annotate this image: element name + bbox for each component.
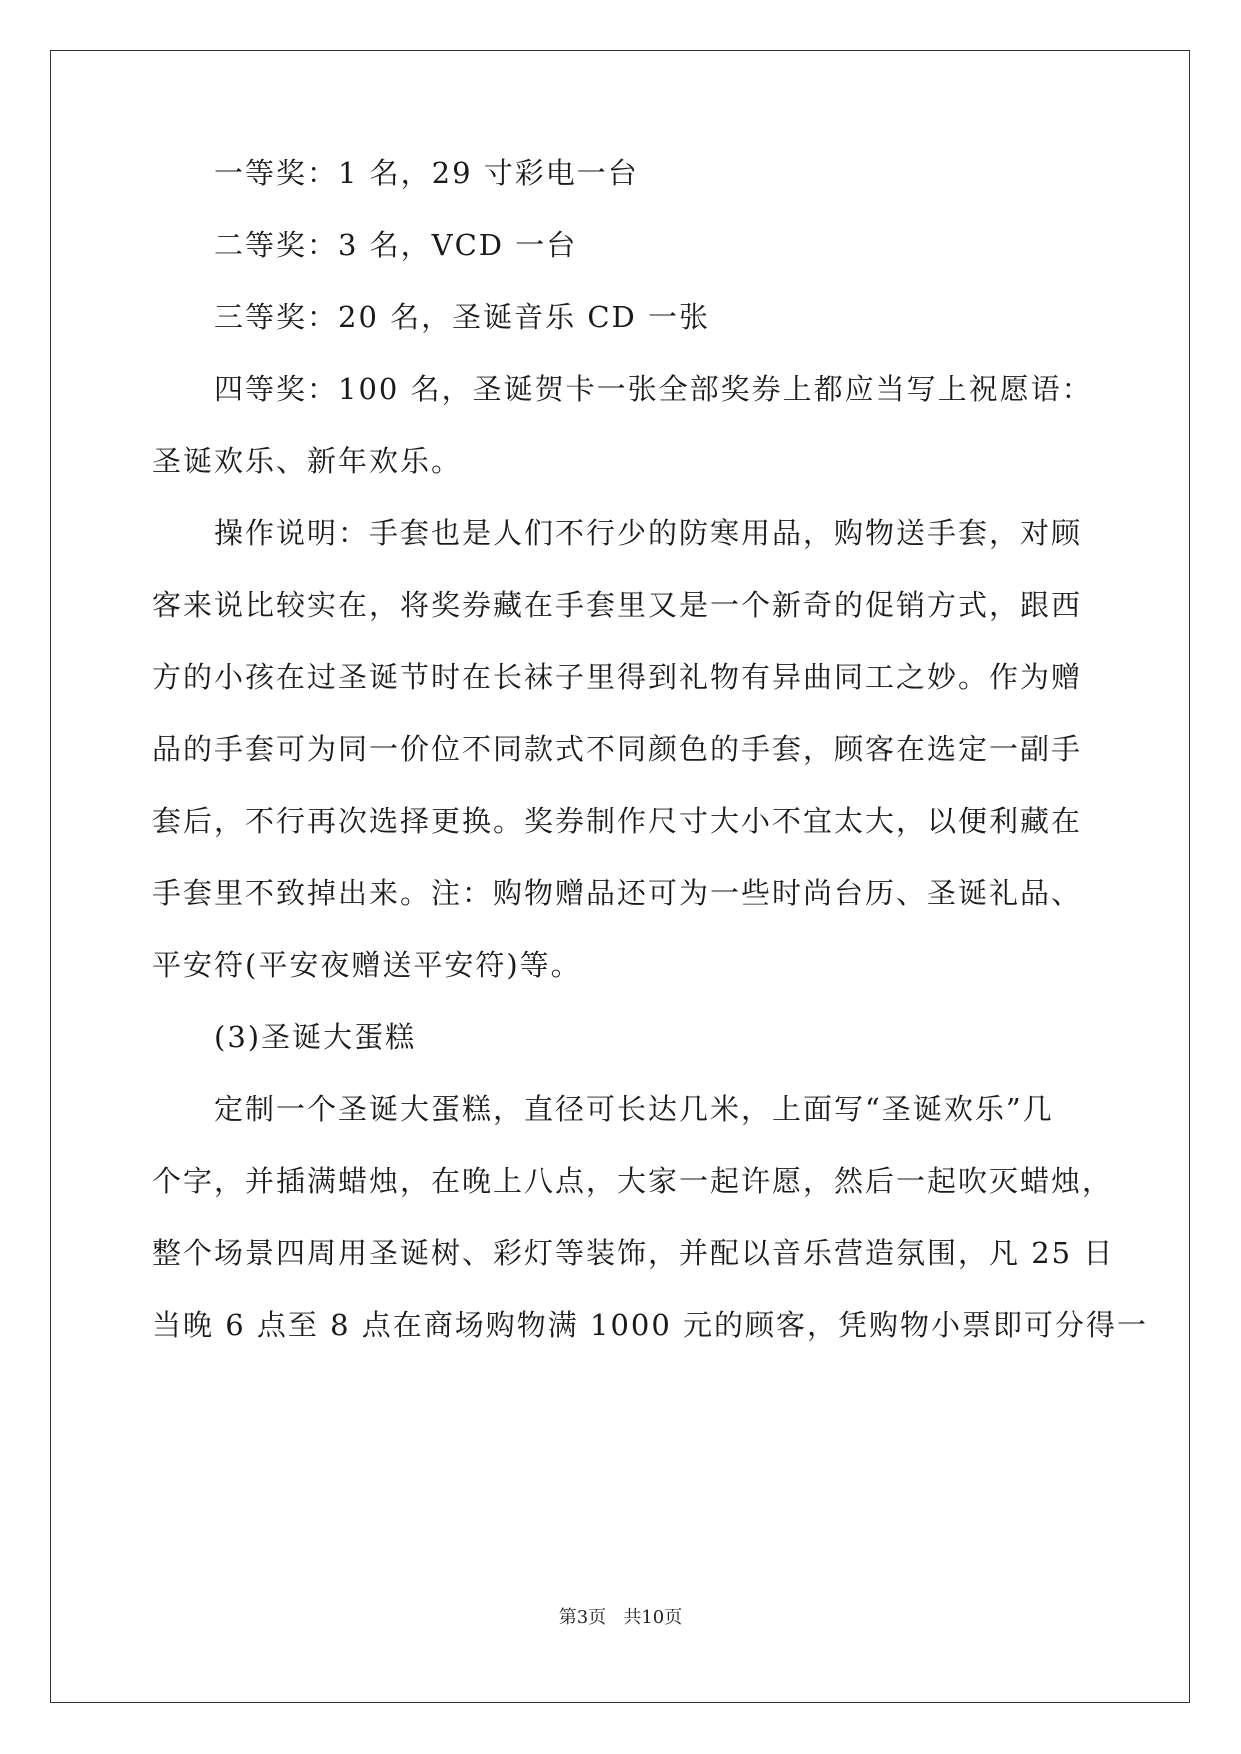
text-line: 手套里不致掉出来。注：购物赠品还可为一些时尚台历、圣诞礼品、 [152,876,1083,910]
text-line: 当晚 6 点至 8 点在商场购物满 1000 元的顾客，凭购物小票即可分得一 [152,1308,1149,1342]
text-line: 个字，并插满蜡烛，在晚上八点，大家一起许愿，然后一起吹灭蜡烛， [152,1164,1114,1198]
text-line: 品的手套可为同一价位不同款式不同颜色的手套，顾客在选定一副手 [152,732,1083,766]
page-footer [0,1606,1241,1630]
text-line-prize-2: 二等奖：3 名，VCD 一台 [214,228,578,262]
page-number: 第3页 [558,1607,607,1628]
text-line-prize-3: 三等奖：20 名，圣诞音乐 CD 一张 [214,300,710,334]
text-line: 平安符(平安夜赠送平安符)等。 [152,948,582,982]
page-total: 共10页 [623,1607,683,1628]
text-line-prize-1: 一等奖：1 名，29 寸彩电一台 [214,156,639,190]
text-line: 客来说比较实在，将奖券藏在手套里又是一个新奇的促销方式，跟西 [152,588,1083,622]
text-line: 套后，不行再次选择更换。奖券制作尺寸大小不宜太大，以便利藏在 [152,804,1083,838]
text-line: 整个场景四周用圣诞树、彩灯等装饰，并配以音乐营造氛围，凡 25 日 [152,1236,1115,1270]
text-line-instructions: 操作说明：手套也是人们不行少的防寒用品，购物送手套，对顾 [214,516,1083,550]
text-line-cake: 定制一个圣诞大蛋糕，直径可长达几米，上面写“圣诞欢乐”几 [214,1092,1054,1126]
text-line: 方的小孩在过圣诞节时在长袜子里得到礼物有异曲同工之妙。作为赠 [152,660,1083,694]
section-heading: (3)圣诞大蛋糕 [214,1020,417,1054]
text-line: 圣诞欢乐、新年欢乐。 [152,444,463,478]
text-line-prize-4: 四等奖：100 名，圣诞贺卡一张全部奖券上都应当写上祝愿语： [214,372,1093,406]
